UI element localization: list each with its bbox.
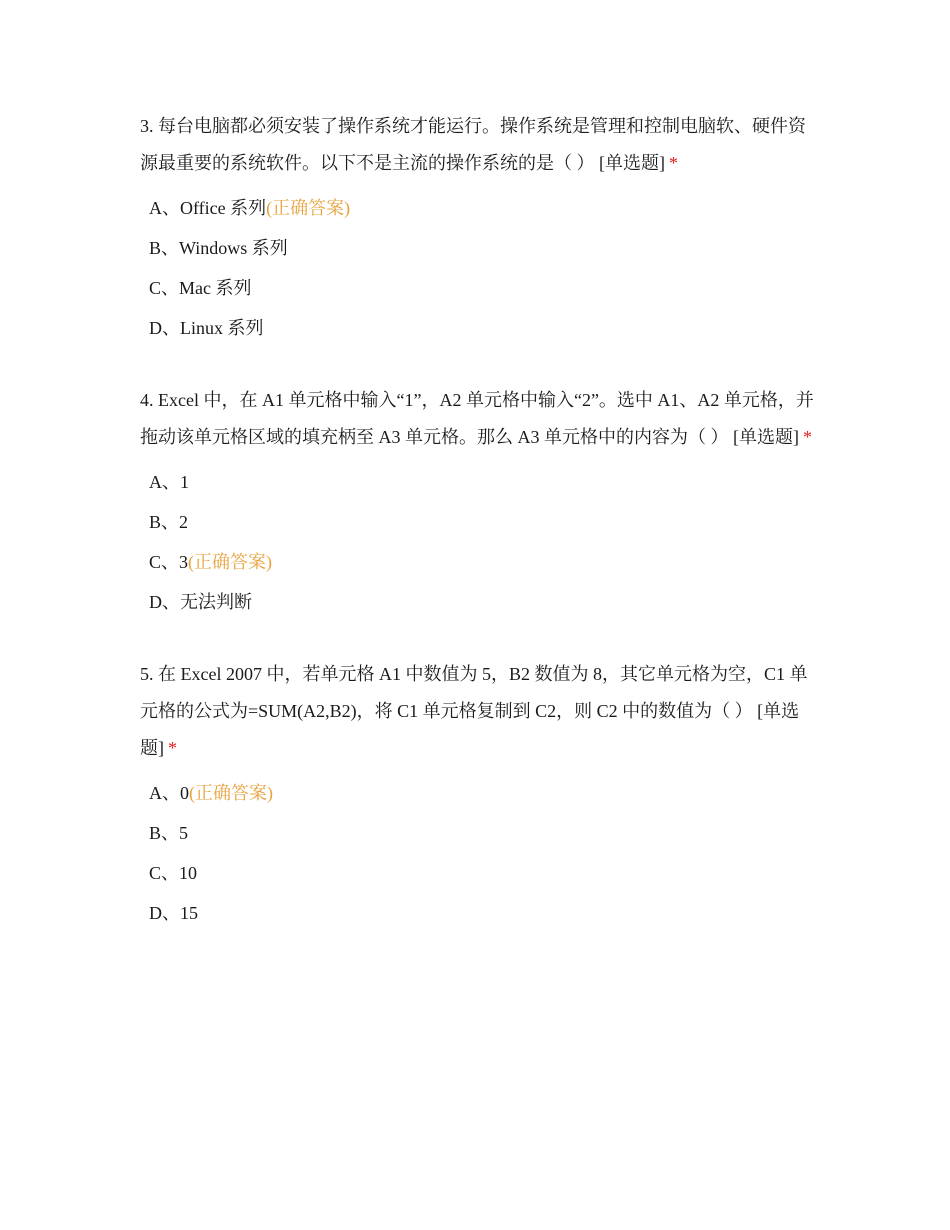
option-text: A、1 — [149, 472, 189, 492]
options-list — [140, 462, 820, 622]
options-list — [140, 188, 820, 348]
correct-answer-label: (正确答案) — [189, 783, 273, 803]
option-a[interactable] — [140, 462, 820, 502]
option-text: B、Windows 系列 — [149, 238, 288, 258]
option-b[interactable] — [140, 502, 820, 542]
question-title: 4. Excel 中，在 A1 单元格中输入“1”，A2 单元格中输入“2”。选中 A1、A2 单元格，并拖动该单元格区域的填充柄至 A3 单元格。那么 A3 单元格中的内容为（ ） [单选题] — [140, 390, 814, 447]
question-text — [140, 382, 820, 456]
option-text: A、0 — [149, 783, 189, 803]
option-c[interactable] — [140, 853, 820, 893]
question-title: 5. 在 Excel 2007 中，若单元格 A1 中数值为 5，B2 数值为 8，其它单元格为空，C1 单元格的公式为=SUM(A2,B2)，将 C1 单元格复制到 C2，则 C2 中的数值为（ ） [单选题] — [140, 664, 808, 758]
correct-answer-label: (正确答案) — [266, 198, 351, 218]
question-text — [140, 108, 820, 182]
question-3 — [140, 108, 820, 348]
option-a[interactable] — [140, 188, 820, 228]
option-text: B、2 — [149, 512, 189, 532]
question-title: 3. 每台电脑都必须安装了操作系统才能运行。操作系统是管理和控制电脑软、硬件资源最重要的系统软件。以下不是主流的操作系统的是（ ） [单选题] — [140, 116, 806, 173]
option-b[interactable] — [140, 813, 820, 853]
option-c[interactable] — [140, 268, 820, 308]
option-text: A、Office 系列 — [149, 198, 267, 218]
option-a[interactable] — [140, 773, 820, 813]
option-d[interactable] — [140, 308, 820, 348]
option-d[interactable] — [140, 893, 820, 933]
option-d[interactable] — [140, 582, 820, 622]
option-text: D、Linux 系列 — [149, 318, 264, 338]
required-mark: * — [802, 427, 812, 447]
required-mark: * — [168, 738, 177, 758]
option-text: D、无法判断 — [149, 592, 252, 612]
required-mark: * — [669, 153, 678, 173]
option-text: B、5 — [149, 823, 189, 843]
option-text: C、Mac 系列 — [149, 278, 252, 298]
options-list — [140, 773, 820, 933]
option-text: C、3 — [149, 552, 189, 572]
option-b[interactable] — [140, 228, 820, 268]
option-text: C、10 — [149, 863, 198, 883]
question-list — [140, 108, 820, 967]
question-text — [140, 656, 820, 767]
question-5 — [140, 656, 820, 933]
correct-answer-label: (正确答案) — [188, 552, 273, 572]
option-text: D、15 — [149, 903, 198, 923]
question-4 — [140, 382, 820, 622]
option-c[interactable] — [140, 542, 820, 582]
